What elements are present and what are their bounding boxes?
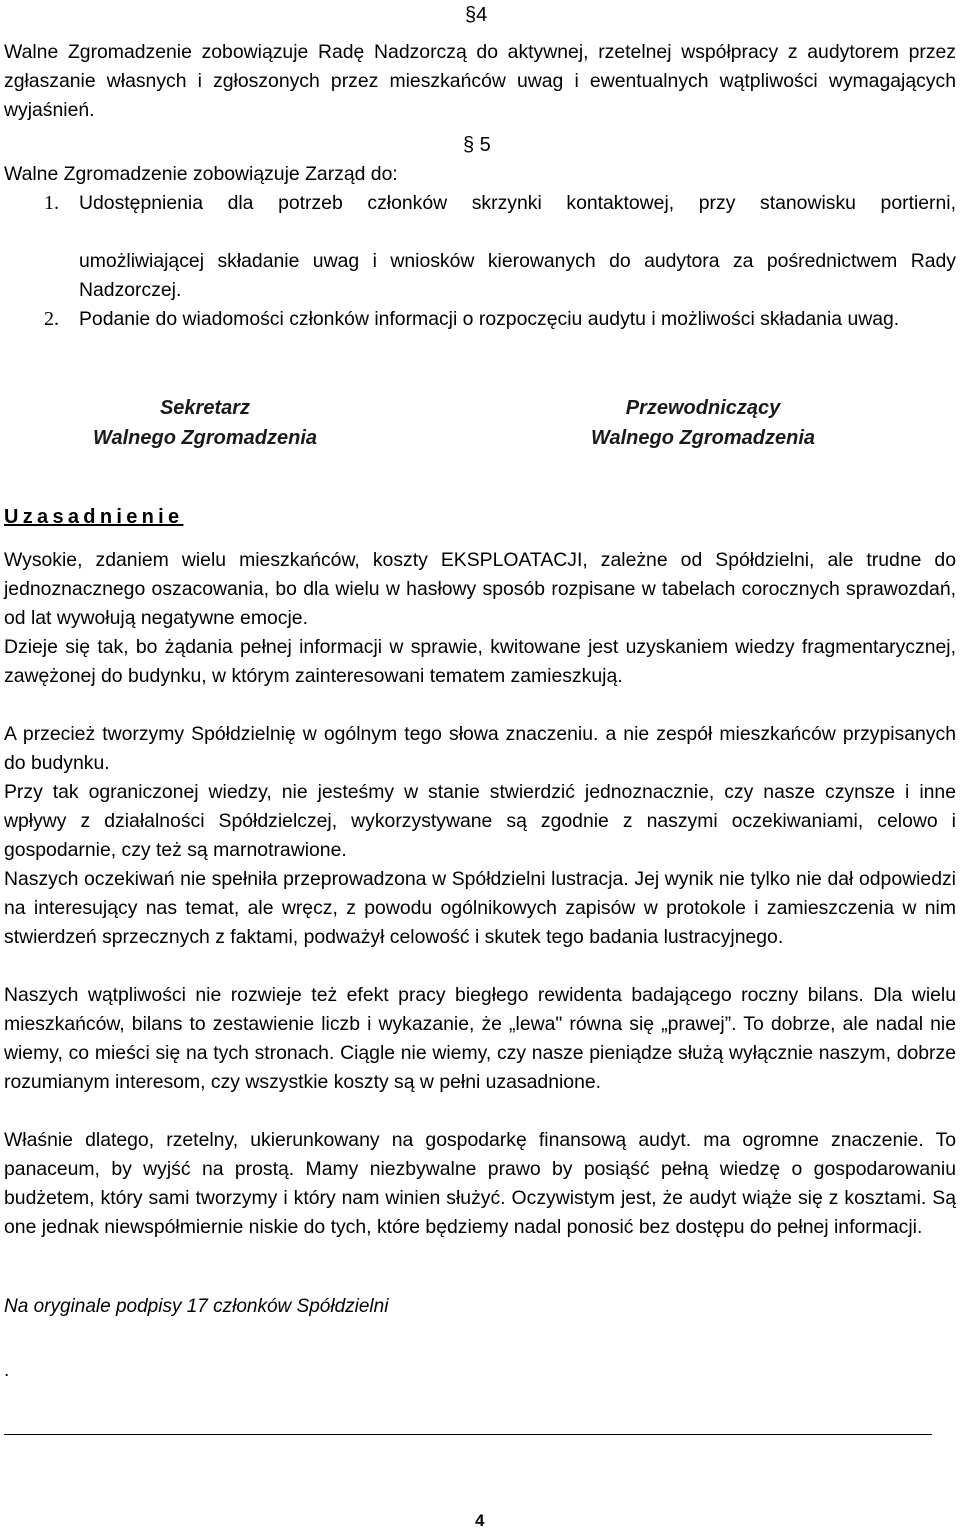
justification-paragraph: Naszych oczekiwań nie spełniła przeprowadzona w Spółdzielni lustracja. Jej wynik nie tylko nie dał odpowiedzi na interesujący nas temat, ale wręcz, z powodu ogólnikowych zapisów w protokole i zamieszczenia w nim stwierdzeń sprzecznych z faktami, podważył celowość i skutek tego badania lustracyjnego. <box>4 868 956 948</box>
list-item-1-line2: umożliwiającej składanie uwag i wniosków kierowanych do audytora za pośrednictwem Rady Nadzorczej. <box>79 250 956 301</box>
justification-paragraph: Dzieje się tak, bo żądania pełnej informacji w sprawie, kwitowane jest uzyskaniem wiedzy fragmentarycznej, zawężonej do budynku, w którym zainteresowani tematem zamieszkują. <box>4 636 956 687</box>
signature-chairman-body: Walnego Zgromadzenia <box>590 427 816 449</box>
signature-chairman-title: Przewodniczący <box>625 397 781 419</box>
justification-paragraph: Wysokie, zdaniem wielu mieszkańców, koszty EKSPLOATACJI, zależne od Spółdzielni, ale trudne do jednoznacznego oszacowania, bo dla wielu w hasłowy sposób rozpisane w tabelach corocznych sprawozdań, od lat wywołują negatywne emocje. <box>4 549 956 629</box>
signature-secretary-body: Walnego Zgromadzenia <box>92 427 318 449</box>
justification-paragraph: Właśnie dlatego, rzetelny, ukierunkowany na gospodarkę finansową audyt. ma ogromne znaczenie. To panaceum, by wyjść na prostą. Mamy niezbywalne prawo by posiąść pełną wiedzę o gospodarowaniu budżetem, który sami tworzymy i który nam winien służyć. Oczywistym jest, że audyt wiąże się z kosztami. Są one jednak niewspółmiernie niskie do tych, które będziemy nadal ponosić bez dostępu do pełnej informacji. <box>4 1129 956 1238</box>
justification-paragraph: Przy tak ograniczonej wiedzy, nie jesteśmy w stanie stwierdzić jednoznacznie, czy nasze czynsze i inne wpływy z działalności Spółdzielczej, wykorzystywane są zgodnie z naszymi oczekiwaniami, celowo i gospodarnie, czy też są marnotrawione. <box>4 781 956 861</box>
page-number: 4 <box>475 1511 485 1530</box>
list-item-2: Podanie do wiadomości członków informacji o rozpoczęciu audytu i możliwości składania uwag. <box>79 308 900 330</box>
trailing-dot: . <box>4 1360 10 1381</box>
signature-secretary-title: Sekretarz <box>159 397 251 419</box>
signature-chairman <box>538 393 868 453</box>
list-item-1-line1: Udostępnienia dla potrzeb członków skrzynki kontaktowej, przy stanowisku portierni, <box>79 192 956 214</box>
section-5-symbol: § 5 <box>463 134 491 156</box>
section-4-symbol: §4 <box>465 4 488 26</box>
footer-divider <box>4 1434 932 1435</box>
justification-heading: Uzasadnienie <box>4 506 184 528</box>
signature-secretary <box>40 393 370 453</box>
list-item-number: 1. <box>44 192 59 214</box>
section-4-text: Walne Zgromadzenie zobowiązuje Radę Nadzorczą do aktywnej, rzetelnej współpracy z audytorem przez zgłaszanie własnych i zgłoszonych przez mieszkańców uwag i ewentualnych wątpliwości wymagających wyjaśnień. <box>4 41 956 121</box>
list-item-number: 2. <box>44 308 59 330</box>
justification-paragraph: Naszych wątpliwości nie rozwieje też efekt pracy biegłego rewidenta badającego roczny bilans. Dla wielu mieszkańców, bilans to zestawienie liczb i wykazanie, że „lewa" równa się „prawej”. To dobrze, ale nadal nie wiemy, co mieści się na tych stronach. Ciągle nie wiemy, czy nasze pieniądze służą wyłącznie naszym, dobrze rozumianym interesom, czy wszystkie koszty są w pełni uzasadnione. <box>4 984 956 1093</box>
signatures-note: Na oryginale podpisy 17 członków Spółdzielni <box>4 1296 389 1317</box>
section-5-intro: Walne Zgromadzenie zobowiązuje Zarząd do: <box>4 163 398 185</box>
justification-paragraph: A przecież tworzymy Spółdzielnię w ogólnym tego słowa znaczeniu. a nie zespół mieszkańców przypisanych do budynku. <box>4 723 956 774</box>
